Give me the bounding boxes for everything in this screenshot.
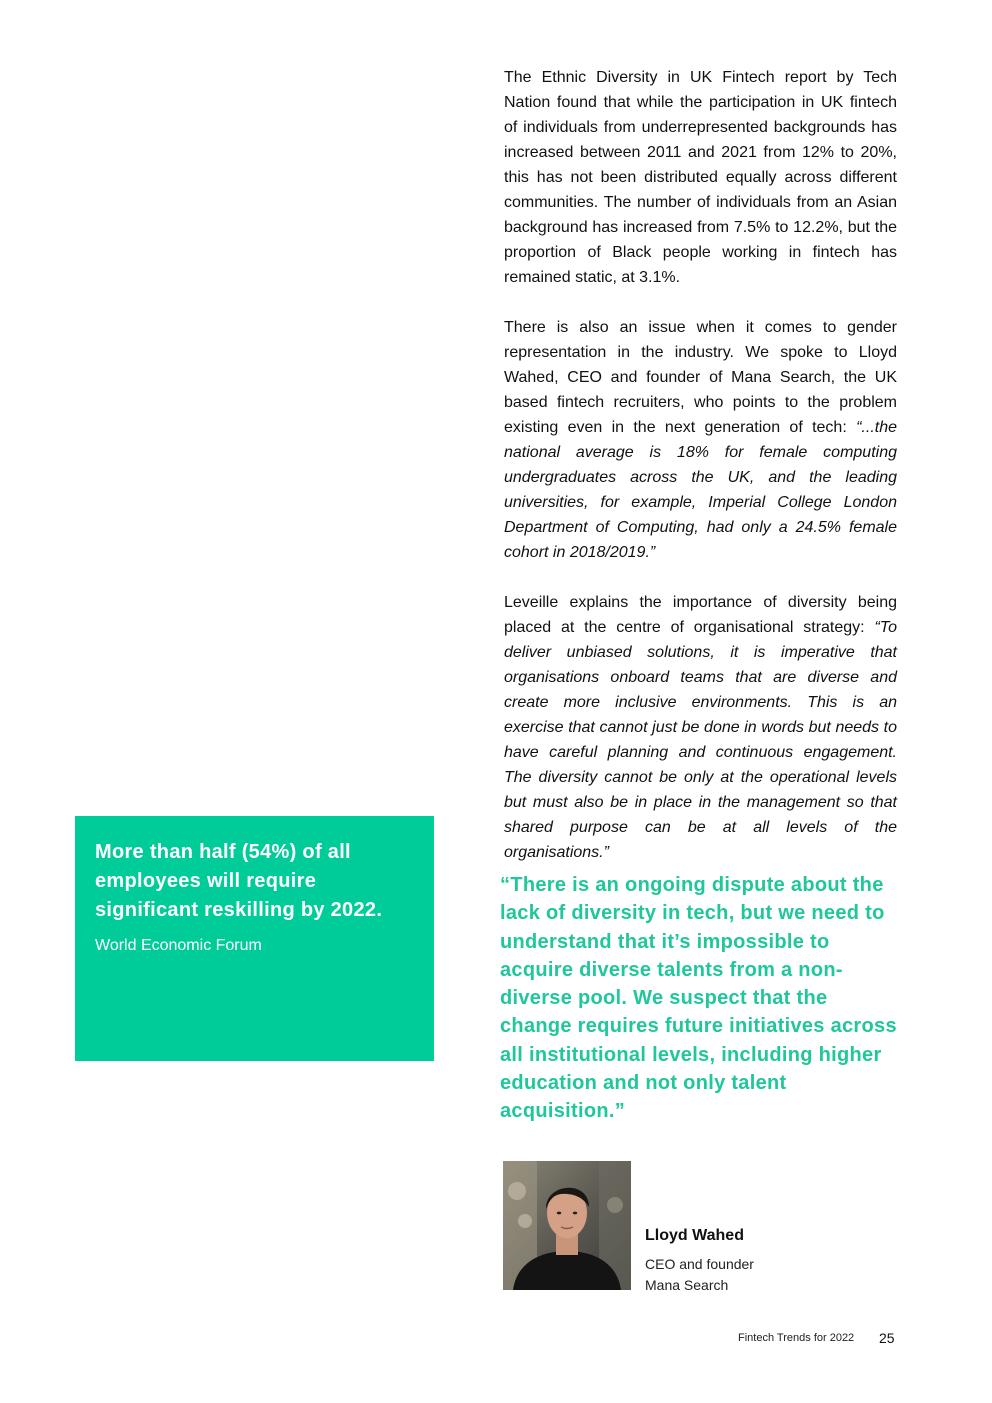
body-paragraph [504,315,897,565]
stat-headline: More than half (54%) of all employees will require significant reskilling by 2022. [95,841,383,921]
body-paragraph: The Ethnic Diversity in UK Fintech report by Tech Nation found that while the participation in UK fintech of individuals from underrepresented backgrounds has increased between 2011 and 2021 from 12% to 20%, this has not been distributed equally across different communities. The number of individuals from an Asian background has increased from 7.5% to 12.2%, but the proportion of Black people working in fintech has remained static, at 3.1%. [504,69,897,286]
paragraph-text: Leveille explains the importance of diversity being placed at the centre of organisational strategy: [504,594,897,636]
pull-quote: “There is an ongoing dispute about the lack of diversity in tech, but we need to understand that it’s impossible to acquire diverse talents from a non-diverse pool. We suspect that the change requires future initiatives across all institutional levels, including higher education and not only talent acquisition.” [500,874,897,1123]
stat-source: World Economic Forum [95,937,262,954]
inline-quote: “...the national average is 18% for female computing undergraduates across the UK, and the leading universities, for example, Imperial College London Department of Computing, had only a 24.5% female cohort in 2018/2019.” [504,419,897,561]
paragraph-text: There is also an issue when it comes to gender representation in the industry. We spoke to Lloyd Wahed, CEO and founder of Mana Search, the UK based fintech recruiters, who points to the problem existing even in the next generation of tech: [504,319,897,436]
person-organization: Mana Search [645,1277,729,1293]
person-role: CEO and founder [645,1256,754,1272]
portrait-illustration [503,1161,631,1290]
person-photo [503,1161,631,1290]
inline-quote: “To deliver unbiased solutions, it is imperative that organisations onboard teams that are diverse and create more inclusive environments. This is an exercise that cannot just be done in words but needs to have careful planning and continuous engagement. The diversity cannot be only at the operational levels but must also be in place in the management so that shared purpose can be at all levels of the organisations.” [504,619,897,861]
stat-callout-box [75,816,434,1061]
footer-publication-title: Fintech Trends for 2022 [738,1332,855,1344]
body-text-column [504,65,897,890]
person-name: Lloyd Wahed [645,1227,744,1244]
body-paragraph [504,590,897,865]
page-number: 25 [879,1330,895,1346]
